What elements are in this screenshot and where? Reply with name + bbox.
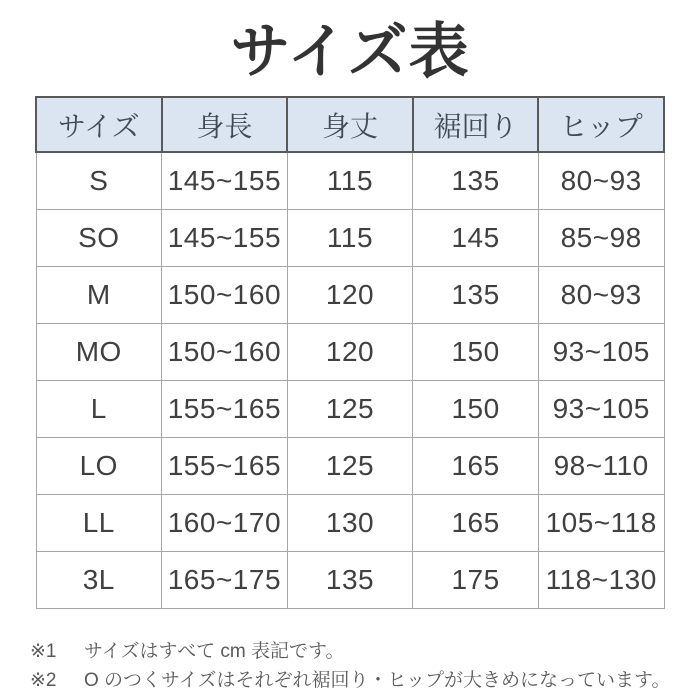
cell-height: 155~165	[162, 437, 288, 494]
cell-height: 160~170	[162, 494, 288, 551]
header-cell-height: 身長	[162, 97, 288, 152]
header-cell-hem: 裾回り	[413, 97, 539, 152]
cell-size: MO	[36, 323, 162, 380]
footnote-2-marker: ※2	[30, 669, 57, 691]
footnote-2	[30, 666, 680, 695]
cell-height: 145~155	[162, 152, 288, 209]
cell-hem: 150	[413, 323, 539, 380]
cell-height: 155~165	[162, 380, 288, 437]
table-row-ll	[36, 494, 664, 551]
cell-height: 150~160	[162, 323, 288, 380]
cell-hem: 165	[413, 494, 539, 551]
header-row	[36, 97, 664, 152]
cell-size: LL	[36, 494, 162, 551]
cell-size: L	[36, 380, 162, 437]
cell-hip: 93~105	[538, 380, 664, 437]
cell-hip: 105~118	[538, 494, 664, 551]
table-row-m	[36, 266, 664, 323]
cell-body-length: 115	[287, 152, 413, 209]
cell-body-length: 120	[287, 266, 413, 323]
cell-hip: 80~93	[538, 266, 664, 323]
cell-hip: 118~130	[538, 551, 664, 608]
cell-hem: 175	[413, 551, 539, 608]
cell-hip: 80~93	[538, 152, 664, 209]
cell-hip: 85~98	[538, 209, 664, 266]
header-cell-size: サイズ	[36, 97, 162, 152]
cell-body-length: 115	[287, 209, 413, 266]
footnote-1-marker: ※1	[30, 640, 57, 662]
cell-hip: 98~110	[538, 437, 664, 494]
table-row-3l	[36, 551, 664, 608]
cell-hem: 135	[413, 266, 539, 323]
header-cell-hip: ヒップ	[538, 97, 664, 152]
cell-size: 3L	[36, 551, 162, 608]
table-row-lo	[36, 437, 664, 494]
cell-height: 150~160	[162, 266, 288, 323]
table-row-s	[36, 152, 664, 209]
cell-hem: 145	[413, 209, 539, 266]
table-row-mo	[36, 323, 664, 380]
cell-body-length: 125	[287, 380, 413, 437]
cell-size: SO	[36, 209, 162, 266]
cell-height: 165~175	[162, 551, 288, 608]
cell-height: 145~155	[162, 209, 288, 266]
cell-body-length: 130	[287, 494, 413, 551]
table-row-l	[36, 380, 664, 437]
cell-hip: 93~105	[538, 323, 664, 380]
cell-hem: 135	[413, 152, 539, 209]
footnote-1-text: サイズはすべて cm 表記です。	[84, 640, 345, 662]
cell-size: S	[36, 152, 162, 209]
header-cell-body-length: 身丈	[287, 97, 413, 152]
footnote-2-text: O のつくサイズはそれぞれ裾回り・ヒップが大きめになっています。	[84, 669, 671, 691]
cell-body-length: 120	[287, 323, 413, 380]
size-table-header	[36, 97, 664, 152]
cell-size: M	[36, 266, 162, 323]
cell-size: LO	[36, 437, 162, 494]
size-table-body	[36, 152, 664, 608]
cell-hem: 150	[413, 380, 539, 437]
table-row-so	[36, 209, 664, 266]
footnotes	[30, 637, 680, 695]
cell-hem: 165	[413, 437, 539, 494]
size-table	[35, 96, 665, 609]
cell-body-length: 135	[287, 551, 413, 608]
cell-body-length: 125	[287, 437, 413, 494]
footnote-1	[30, 637, 680, 666]
page-title: サイズ表	[230, 18, 470, 85]
